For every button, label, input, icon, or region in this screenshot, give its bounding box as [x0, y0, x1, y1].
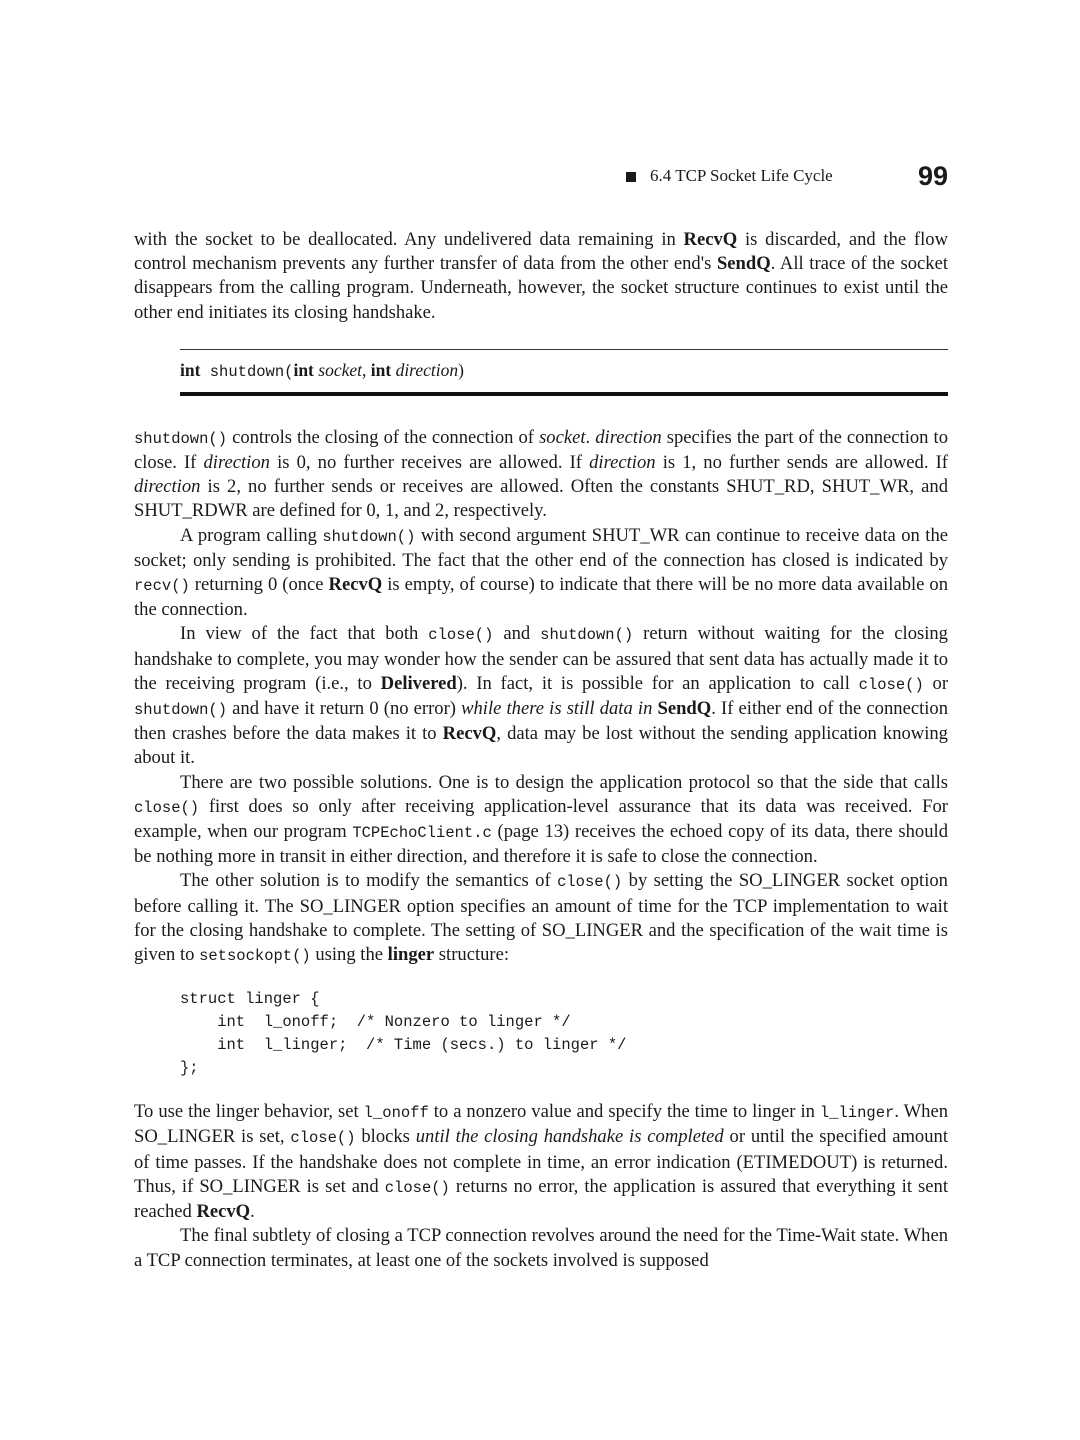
section-title: 6.4 TCP Socket Life Cycle [650, 166, 833, 185]
paragraph-4: In view of the fact that both close() and shutdown() return without waiting for the closing handshake to complete, you may wonder how the sender can be assured that sent data has actually made it to the receiving program (i.e., to Delivered). In fact, it is possible for an application to call close() or shutdown() and have it return 0 (no error) while there is still data in SendQ. If either end of the connection then crashes before the data makes it to RecvQ, data may be lost without the sending application knowing about it. [134, 623, 949, 769]
paragraph-5: There are two possible solutions. One is to design the application protocol so that the side that calls close() first does so only after receiving application-level assurance that its data was received. For example, when our program TCPEchoClient.c (page 13) receives the echoed copy of its data, there should be nothing more in transit in either direction, and therefore it is safe to close the connection. [134, 771, 948, 868]
page-body [134, 228, 948, 1273]
header-bullet-icon [626, 172, 636, 182]
paragraph-2: shutdown() controls the closing of the connection of socket. direction specifies the part of the connection to close. If direction is 0, no further receives are allowed. If direction is 1, no further sends are allowed. If direction is 2, no further sends or receives are allowed. Often the constants SHUT_RD, SHUT_WR, and SHUT_RDWR are defined for 0, 1, and 2, respectively. [134, 426, 949, 522]
page-number: 99 [917, 160, 948, 191]
paragraph-7: To use the linger behavior, set l_onoff to a nonzero value and specify the time to linger in l_linger. When SO_LINGER is set, close() blocks until the closing handshake is completed or until the specified amount of time passes. If the handshake does not complete in time, an error indication (ETIMEDOUT) is returned. Thus, if SO_LINGER is set and close() returns no error, the application is assured that everything it sent reached RecvQ. [134, 1101, 949, 1223]
code-line: struct linger { [180, 990, 320, 1009]
paragraph-3: A program calling shutdown() with second argument SHUT_WR can continue to receive data on the socket; only sending is prohibited. The fact that the other end of the connection has closed is indicated by recv() returning 0 (once RecvQ is empty, of course) to indicate that there will be no more data available on the connection. [134, 524, 949, 621]
paragraph-6: The other solution is to modify the semantics of close() by setting the SO_LINGER socket option before calling it. The SO_LINGER option specifies an amount of time for the TCP implementation to wait for the closing handshake to complete. The setting of SO_LINGER and the specification of the wait time is given to setsockopt() using the linger structure: [134, 870, 948, 966]
code-line: }; [180, 1059, 199, 1078]
paragraph-8: The final subtlety of closing a TCP connection revolves around the need for the Time-Wait state. When a TCP connection terminates, at least one of the sockets involved is supposed [134, 1225, 948, 1271]
linger-struct-code [180, 988, 948, 1080]
signature-bottom-rule [180, 392, 948, 396]
code-line: int l_onoff; /* Nonzero to linger */ [180, 1013, 571, 1032]
function-signature-box [180, 349, 948, 396]
code-line: int l_linger; /* Time (secs.) to linger */ [180, 1036, 627, 1055]
running-header [626, 158, 948, 194]
paragraph-1: with the socket to be deallocated. Any undelivered data remaining in RecvQ is discarded, and the flow control mechanism prevents any further transfer of data from the other end's SendQ. All trace of the socket disappears from the calling program. Underneath, however, the socket structure continues to exist until the other end initiates its closing handshake. [134, 229, 948, 323]
function-signature: int shutdown(int socket, int direction) [180, 359, 464, 381]
